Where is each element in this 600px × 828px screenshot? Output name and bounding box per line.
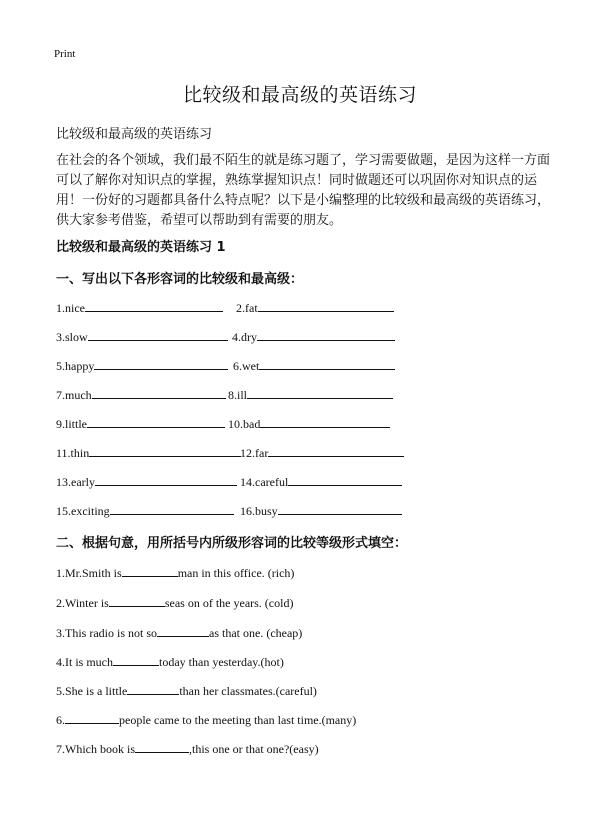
sentence-item: [56, 653, 284, 670]
item-label: 13.early: [56, 475, 95, 489]
answer-blank[interactable]: [122, 564, 178, 577]
item-label: 12.far: [240, 446, 269, 460]
adjective-item: [56, 415, 225, 432]
answer-blank[interactable]: [278, 502, 402, 515]
adjective-item: [56, 299, 223, 316]
answer-blank[interactable]: [95, 473, 237, 486]
adjective-item: [240, 444, 404, 461]
sentence-end: seas on of the years. (cold): [164, 596, 294, 610]
adjective-item: [240, 473, 402, 490]
answer-blank[interactable]: [258, 299, 394, 312]
adjective-item: [56, 444, 241, 461]
adjective-item: [56, 386, 226, 403]
sentence-item: [56, 564, 294, 581]
answer-blank[interactable]: [113, 653, 159, 666]
item-label: 3.slow: [56, 330, 88, 344]
answer-blank[interactable]: [87, 415, 225, 428]
sentence-end: as that one. (cheap): [209, 626, 303, 640]
section-2-heading: 二、根据句意，用所括号内所级形容词的比较等级形式填空：: [56, 536, 408, 551]
item-label: 8.ill: [228, 388, 248, 402]
item-label: 14.careful: [240, 475, 289, 489]
answer-blank[interactable]: [288, 473, 402, 486]
item-label: 4.dry: [232, 330, 257, 344]
answer-blank[interactable]: [92, 386, 226, 399]
answer-blank[interactable]: [109, 594, 165, 607]
sentence-start: 2.Winter is: [56, 596, 109, 610]
item-label: 11.thin: [56, 446, 90, 460]
sentence-end: than her classmates.(careful): [179, 684, 317, 698]
adjective-item: [233, 357, 395, 374]
sentence-start: 7.Which book is: [56, 742, 135, 756]
item-label: 7.much: [56, 388, 92, 402]
answer-blank[interactable]: [260, 415, 390, 428]
answer-blank[interactable]: [88, 328, 228, 341]
adjective-item: [228, 386, 393, 403]
adjective-item: [56, 473, 237, 490]
answer-blank[interactable]: [110, 502, 234, 515]
sentence-start: 3.This radio is not so: [56, 626, 157, 640]
sentence-start: 1.Mr.Smith is: [56, 566, 122, 580]
item-label: 5.happy: [56, 359, 95, 373]
adjective-item: [236, 299, 394, 316]
exercise-title: 比较级和最高级的英语练习 1: [56, 240, 226, 255]
item-label: 1.nice: [56, 301, 85, 315]
answer-blank[interactable]: [135, 740, 189, 753]
print-link[interactable]: Print: [54, 48, 76, 60]
adjective-item: [56, 328, 228, 345]
item-label: 9.little: [56, 417, 87, 431]
intro-paragraph: 在社会的各个领域，我们最不陌生的就是练习题了，学习需要做题，是因为这样一方面可以了解你对知识点的掌握，熟练掌握知识点！同时做题还可以巩固你对知识点的运用！一份好的习题都具备什么特点呢？以下是小编整理的比较级和最高级的英语练习，供大家参考借鉴，希望可以帮助到有需要的朋友。: [56, 153, 551, 228]
adjective-item: [240, 502, 402, 519]
adjective-item: [232, 328, 395, 345]
item-label: 15.exciting: [56, 504, 110, 518]
answer-blank[interactable]: [85, 299, 223, 312]
answer-blank[interactable]: [157, 624, 209, 637]
page-title: 比较级和最高级的英语练习: [182, 84, 417, 106]
sentence-end: ,this one or that one?(easy): [189, 742, 319, 756]
item-label: 16.busy: [240, 504, 278, 518]
answer-blank[interactable]: [127, 682, 179, 695]
sentence-end: man in this office. (rich): [177, 566, 295, 580]
sentence-item: [56, 594, 293, 611]
adjective-item: [228, 415, 390, 432]
sentence-end: people came to the meeting than last time.(many): [119, 713, 357, 727]
sentence-end: today than yesterday.(hot): [159, 655, 284, 669]
answer-blank[interactable]: [268, 444, 404, 457]
sentence-start: 4.It is much: [56, 655, 113, 669]
sentence-item: [56, 682, 317, 699]
subtitle: 比较级和最高级的英语练习: [56, 127, 213, 142]
answer-blank[interactable]: [247, 386, 393, 399]
answer-blank[interactable]: [259, 357, 395, 370]
answer-blank[interactable]: [94, 357, 228, 370]
adjective-item: [56, 502, 234, 519]
item-label: 6.wet: [233, 359, 260, 373]
item-label: 10.bad: [228, 417, 261, 431]
sentence-item: [56, 711, 356, 728]
sentence-item: [56, 624, 302, 641]
sentence-start: 6.: [56, 713, 65, 727]
adjective-item: [56, 357, 228, 374]
section-1-heading: 一、写出以下各形容词的比较级和最高级：: [56, 272, 304, 287]
answer-blank[interactable]: [65, 711, 119, 724]
sentence-item: [56, 740, 319, 757]
answer-blank[interactable]: [89, 444, 241, 457]
item-label: 2.fat: [236, 301, 258, 315]
answer-blank[interactable]: [257, 328, 395, 341]
sentence-start: 5.She is a little: [56, 684, 128, 698]
